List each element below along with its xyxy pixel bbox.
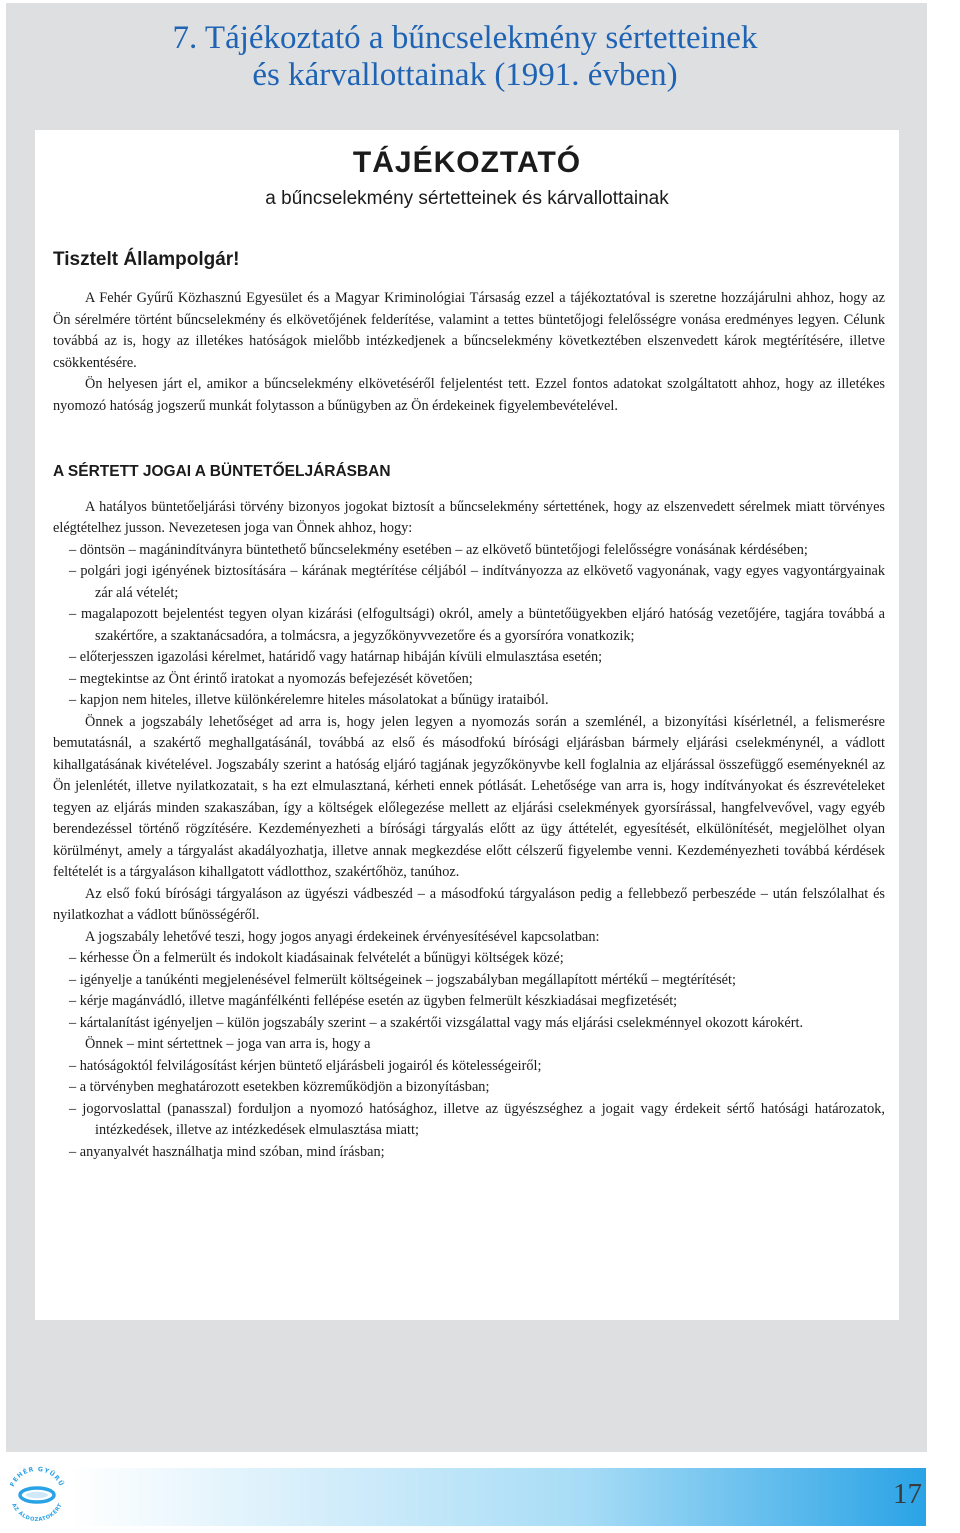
claims-list-item: – kártalanítást igényeljen – külön jogszabály szerint – a szakértői vizsgálattal vagy más eljárási cselekménnyel okozott károkért. bbox=[69, 1014, 804, 1031]
claims-list-item: – kérje magánvádló, illetve magánfélkénti fellépése esetén az ügyben felmerült készkiadásai megfizetését; bbox=[69, 993, 678, 1009]
rights-list-item: – megtekintse az Önt érintő iratokat a nyomozás befejezését követően; bbox=[69, 670, 473, 687]
further-rights-list-item: – jogorvoslattal (panasszal) forduljon a nyomozó hatósághoz, illetve az ügyészséghez a jogait vagy érdekeit sértő hatósági határozatok, intézkedések, illetve az intézkedések elmulasztása miatt; bbox=[69, 1100, 885, 1138]
trial-paragraph: Az első fokú bírósági tárgyaláson az ügyészi vádbeszéd – a másodfokú tárgyaláson pedig a fellebbező perbeszéde – után felszólalhat és nyilatkozhat a vádlott bűnösségéről. bbox=[53, 885, 885, 923]
further-rights-list-item: – a törvényben meghatározott esetekben közreműködjön a bizonyításban; bbox=[69, 1079, 490, 1095]
document-body bbox=[53, 288, 885, 1163]
claims-list-item: – kérhesse Ön a felmerült és indokolt kiadásainak felvételét a bűnügyi költségek közé; bbox=[69, 950, 564, 966]
page-heading bbox=[0, 20, 930, 94]
scanned-document bbox=[35, 130, 899, 1320]
page-heading-line2: és kárvallottainak (1991. évben) bbox=[252, 57, 678, 93]
page-number: 17 bbox=[893, 1478, 922, 1510]
claims-list-item: – igényelje a tanúkénti megjelenésével felmerült költségeinek – jogszabályban megállapított mértékű – megtérítését; bbox=[69, 971, 736, 988]
logo-text-bottom: AZ ÁLDOZATOKÉRT bbox=[10, 1502, 64, 1524]
financial-intro: A jogszabály lehetővé teszi, hogy jogos anyagi érdekeinek érvényesítésével kapcsolatban: bbox=[85, 928, 600, 945]
section-title: A SÉRTETT JOGAI A BÜNTETŐELJÁRÁSBAN bbox=[53, 463, 391, 480]
rights-list-item: – polgári jogi igényének biztosítására – kárának megtérítése céljából – indítványozza az elkövető vagyonának, vagy egyes vagyontárgyainak zár alá vételét; bbox=[69, 563, 885, 601]
page-heading-line1: 7. Tájékoztató a bűncselekmény sértetteinek bbox=[172, 20, 758, 56]
rights-list-item: – döntsön – magánindítványra büntethető bűncselekmény esetében – az elkövető büntetőjogi felelősségre vonásának kérdésében; bbox=[69, 541, 808, 558]
further-rights-intro: Önnek – mint sértettnek – joga van arra is, hogy a bbox=[85, 1036, 371, 1052]
logo-text-top: FEHÉR GYŰRŰ bbox=[9, 1465, 65, 1489]
document-subtitle: a bűncselekmény sértetteinek és kárvallottainak bbox=[265, 188, 669, 209]
footer-gradient-bar bbox=[70, 1468, 926, 1526]
presence-paragraph: Önnek a jogszabály lehetőséget ad arra is, hogy jelen legyen a nyomozás során a szemlénél, a bizonyítási kísérletnél, a felismerésre bemutatásnál, a szakértő meghallgatásánál, továbbá az első és másodfokú bírósági eljárásban bármely eljárási cselekménynél, a vádlott kihallgatásának kivételével. Jogszabály szerint a hatóság eljáró tagjának jegyzőkönyvbe kell foglalnia az eljárással összefüggő eseményeknél az Ön jelenlétét, illetve nyilatkozatait, s ha ezt elmulasztaná, kérheti ennek pótlását. Lehetősége van arra is, hogy indítványokat és észrevételeket tegyen az eljárás minden szakaszában, így a költségek előlegezése mellett az eljárási cselekmények gyorsírással, hangfelvevővel, vagy egyéb berendezéssel történő rögzítésére. Kezdeményezheti a bírósági tárgyalás előtt az ügy áttételét, egyesítését, elkülönítését, megjelölhet olyan körülményt, amely a tárgyalást akadályozhatja, illetve annak megkezdése előtt célszerű figyelembe venni. Kezdeményezheti továbbá kérdések feltételét is a tárgyaláson kihallgatott vádlotthoz, szakértőhöz, tanúhoz. bbox=[53, 713, 885, 880]
intro-paragraph: A Fehér Gyűrű Közhasznú Egyesület és a Magyar Kriminológiai Társaság ezzel a tájékoztatóval is szeretne hozzájárulni ahhoz, hogy az Ön sérelmére történt bűncselekmény és elkövetőjének felderítése, valamint a tettes büntetőjogi felelősségre vonása eredményes legyen. Célunk továbbá az is, hogy az illetékes hatóságok mielőbb intézkedjenek a bűncselekmény következtében elszenvedett károk megtérítésére, illetve csökkentésére. bbox=[53, 290, 885, 371]
document-greeting: Tisztelt Állampolgár! bbox=[53, 249, 240, 270]
further-rights-list-item: – anyanyalvét használhatja mind szóban, mind írásban; bbox=[69, 1143, 385, 1160]
white-ring-logo bbox=[4, 1460, 70, 1526]
further-rights-list-item: – hatóságoktól felvilágosítást kérjen büntető eljárásbeli jogairól és kötelességeiről; bbox=[69, 1057, 542, 1074]
section-intro: A hatályos büntetőeljárási törvény bizonyos jogokat biztosít a bűncselekmény sértettének, hogy az elszenvedett sérelmek miatt törvényes elégtételhez jusson. Nevezetesen joga van Önnek ahhoz, hogy: bbox=[53, 498, 885, 536]
rights-list-item: – előterjesszen igazolási kérelmet, határidő vagy határnap hibáján kívüli elmulasztása esetén; bbox=[69, 649, 603, 665]
rights-list-item: – magalapozott bejelentést tegyen olyan kizárási (elfogultsági) okról, amely a büntetőügyekben eljáró hatóság vezetőjére, tagjára továbbá a szakértőre, a szaktanácsadóra, a tolmácsra, a jegyzőkönyvvezetőre és a gyorsíróra vonatkozik; bbox=[69, 606, 885, 644]
report-paragraph: Ön helyesen járt el, amikor a bűncselekmény elkövetéséről feljelentést tett. Ezzel fontos adatokat szolgáltatott ahhoz, hogy az illetékes nyomozó hatóság jogszerű munkát folytasson a bűnügyben az Ön érdekeinek figyelembevételével. bbox=[53, 376, 885, 414]
rights-list-item: – kapjon nem hiteles, illetve különkérelemre hiteles másolatokat a bűnügy irataiból. bbox=[69, 692, 549, 708]
document-title: TÁJÉKOZTATÓ bbox=[352, 146, 582, 179]
